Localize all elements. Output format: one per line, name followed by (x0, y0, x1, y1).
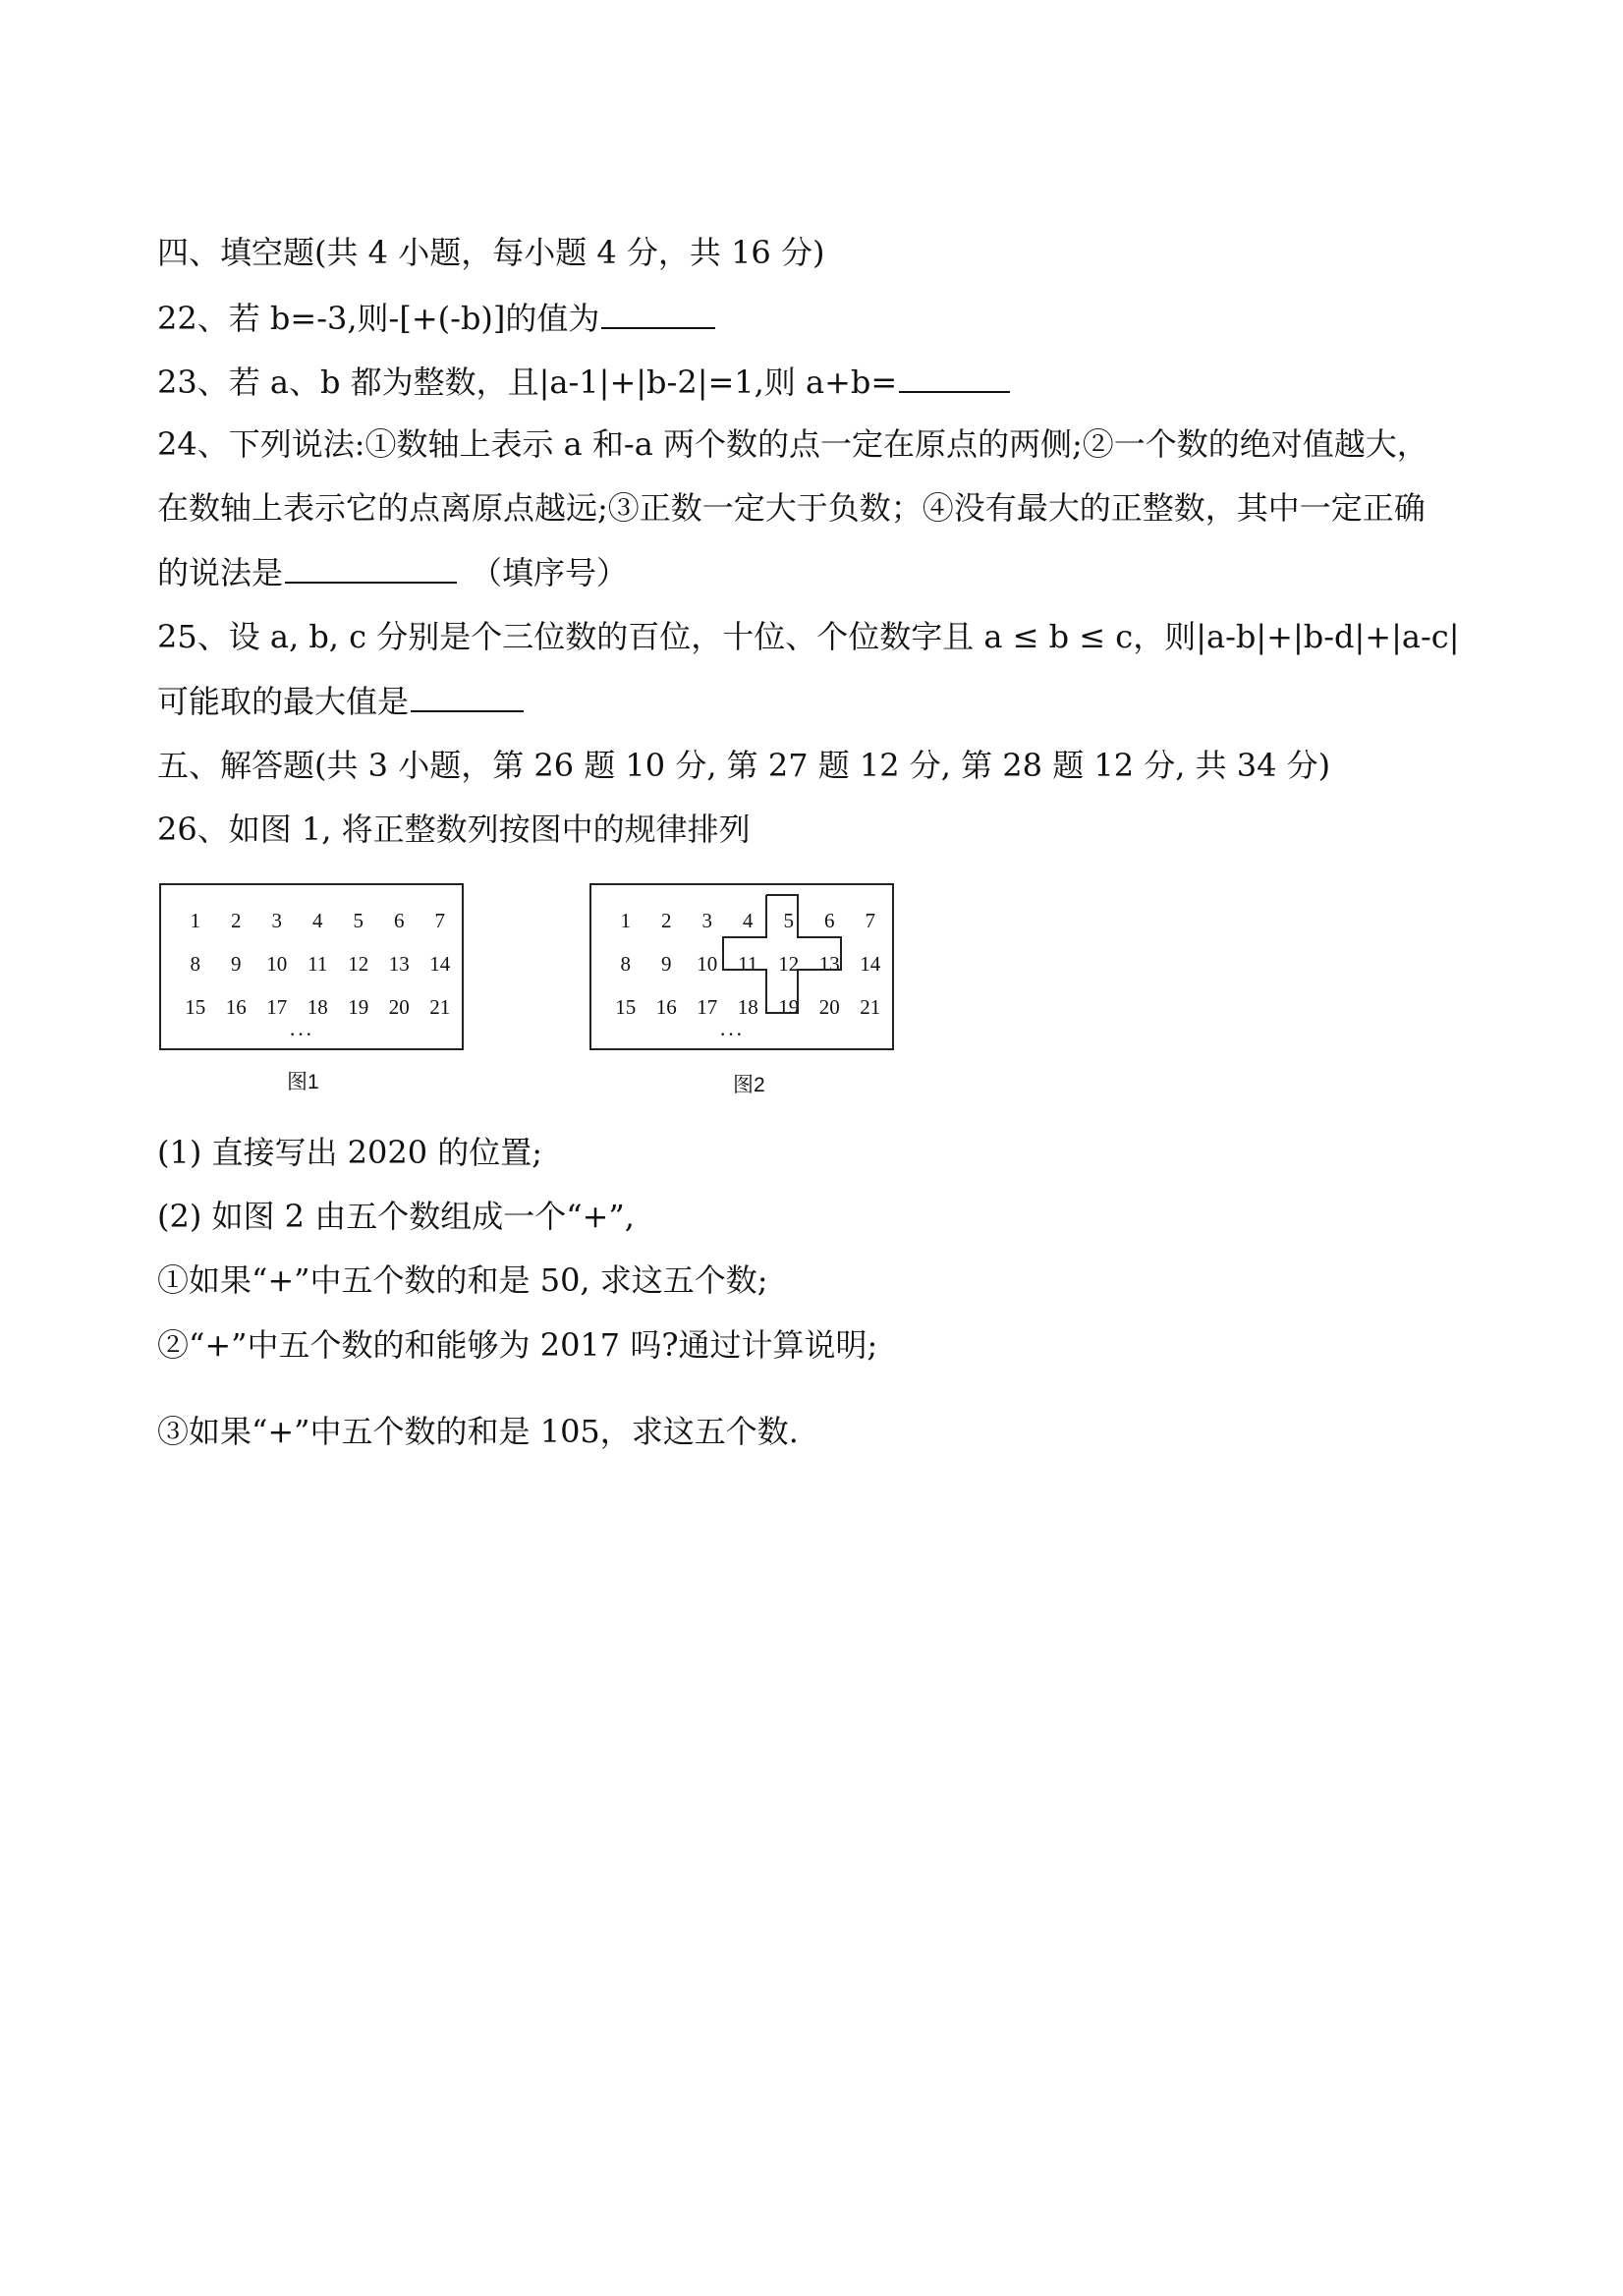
part-1: (1) 直接写出 2020 的位置; (157, 1134, 543, 1171)
grid-cell: 5 (783, 908, 794, 932)
grid-cell: 18 (737, 994, 758, 1019)
grid-cell: 20 (818, 994, 840, 1019)
question-26: 26、如图 1, 将正整数列按图中的规律排列 (157, 811, 751, 848)
figure-1-caption: 图1 (287, 1071, 319, 1093)
part-2: (2) 如图 2 由五个数组成一个“+”, (157, 1198, 635, 1235)
question-22-text: 22、若 b=-3,则-[+(-b)]的值为 (157, 300, 600, 337)
section4-title: 四、填空题(共 4 小题，每小题 4 分，共 16 分) (157, 234, 825, 271)
question-24-line3 (157, 552, 628, 592)
part-2-item-1: ①如果“+”中五个数的和是 50, 求这五个数; (157, 1261, 768, 1299)
question-23 (157, 362, 1010, 402)
grid-cell: 3 (271, 908, 282, 932)
question-24-line1: 24、下列说法:①数轴上表示 a 和-a 两个数的点一定在原点的两侧;②一个数的绝对值越大， (157, 425, 1428, 463)
grid-cell: 7 (434, 908, 445, 932)
figure-1-ellipsis: ··· (289, 1022, 313, 1046)
grid-cell: 1 (190, 908, 200, 932)
grid-cell: 19 (348, 994, 369, 1019)
grid-cell: 15 (185, 994, 206, 1019)
grid-cell: 21 (860, 994, 881, 1019)
grid-cell: 4 (743, 908, 754, 932)
grid-cell: 9 (231, 951, 242, 976)
grid-cell: 17 (697, 994, 718, 1019)
grid-cell: 7 (865, 908, 875, 932)
grid-cell: 1 (620, 908, 631, 932)
grid-cell: 2 (661, 908, 672, 932)
grid-cell: 4 (312, 908, 323, 932)
grid-cell: 16 (225, 994, 247, 1019)
grid-cell: 12 (778, 951, 800, 976)
grid-cell: 11 (738, 951, 758, 976)
grid-cell: 10 (697, 951, 718, 976)
part-2-item-2: ②“+”中五个数的和能够为 2017 吗?通过计算说明; (157, 1326, 878, 1364)
question-25-line1: 25、设 a, b, c 分别是个三位数的百位，十位、个位数字且 a ≤ b ≤ c，则|a-b|+|b-d|+|a-c| (157, 618, 1460, 655)
grid-cell: 3 (701, 908, 712, 932)
grid-cell: 16 (655, 994, 677, 1019)
figure-1 (159, 883, 464, 1050)
grid-cell: 2 (231, 908, 242, 932)
grid-cell: 19 (778, 994, 800, 1019)
grid-cell: 18 (307, 994, 328, 1019)
question-24-line2: 在数轴上表示它的点离原点越远;③正数一定大于负数；④没有最大的正整数，其中一定正确 (157, 489, 1426, 527)
question-25-text: 可能取的最大值是 (157, 683, 410, 720)
answer-blank (285, 552, 457, 584)
question-24-note: （填序号） (471, 554, 629, 591)
plus-shape-outline (589, 883, 894, 1050)
grid-cell: 6 (394, 908, 405, 932)
grid-cell: 5 (353, 908, 364, 932)
grid-cell: 10 (266, 951, 288, 976)
section5-title: 五、解答题(共 3 小题，第 26 题 10 分, 第 27 题 12 分, 第 28 题 12 分, 共 34 分) (157, 747, 1331, 784)
grid-cell: 15 (615, 994, 637, 1019)
part-2-item-3: ③如果“+”中五个数的和是 105，求这五个数. (157, 1413, 799, 1450)
answer-blank (411, 681, 524, 712)
question-23-text: 23、若 a、b 都为整数，且|a-1|+|b-2|=1,则 a+b= (157, 364, 898, 401)
grid-cell: 13 (818, 951, 840, 976)
grid-cell: 13 (388, 951, 410, 976)
figure-2 (589, 883, 894, 1050)
grid-cell: 8 (190, 951, 200, 976)
grid-cell: 9 (661, 951, 672, 976)
question-24-text: 的说法是 (157, 554, 284, 591)
question-22 (157, 298, 715, 338)
grid-cell: 8 (620, 951, 631, 976)
grid-cell: 20 (388, 994, 410, 1019)
grid-cell: 14 (860, 951, 881, 976)
question-25-line2 (157, 681, 524, 721)
answer-blank (601, 298, 715, 329)
figure-2-ellipsis: ··· (719, 1022, 744, 1046)
grid-cell: 21 (429, 994, 451, 1019)
grid-cell: 6 (824, 908, 835, 932)
grid-cell: 12 (348, 951, 369, 976)
grid-cell: 11 (308, 951, 328, 976)
figure-1-grid (175, 899, 461, 1029)
answer-blank (899, 362, 1010, 393)
figure-2-caption: 图2 (733, 1074, 765, 1096)
grid-cell: 17 (266, 994, 288, 1019)
grid-cell: 14 (429, 951, 451, 976)
